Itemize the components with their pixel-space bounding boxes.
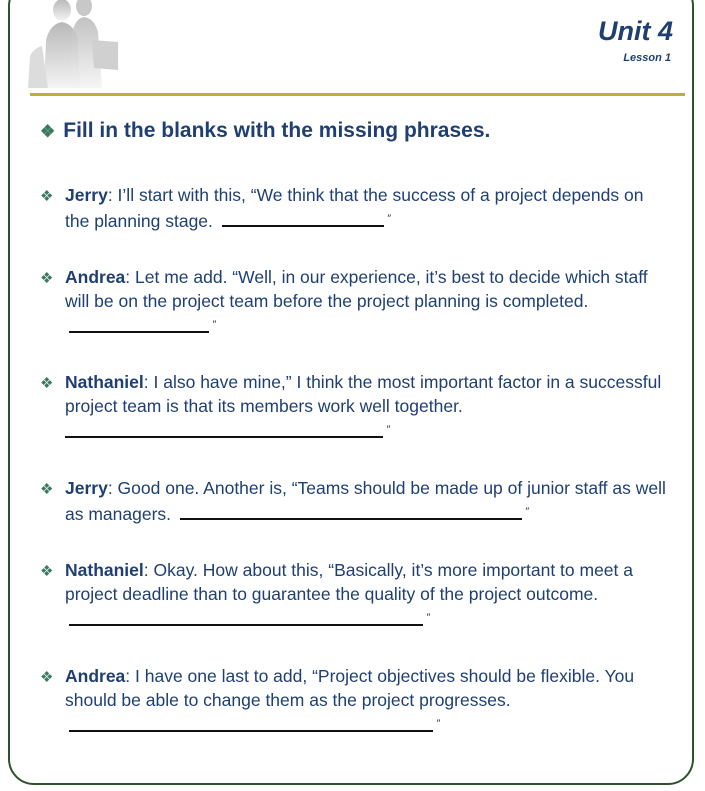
diamond-bullet-icon: ❖ xyxy=(40,375,54,392)
diamond-bullet-icon: ❖ xyxy=(40,563,54,580)
answer-blank[interactable] xyxy=(65,418,383,438)
diamond-bullet-icon: ❖ xyxy=(40,270,54,287)
closing-quote: ” xyxy=(386,424,390,436)
speaker-name: Andrea xyxy=(65,666,126,686)
dialogue-text: : Okay. How about this, “Basically, it’s more important to meet a project deadline than to guarantee the quality of the project outcome. xyxy=(65,560,633,604)
dialogue-item-jerry-1 xyxy=(40,183,670,233)
answer-blank[interactable] xyxy=(222,207,384,227)
dialogue-text: : I also have mine,” I think the most important factor in a successful project team is that its members work well together. xyxy=(65,372,662,416)
closing-quote: ” xyxy=(524,506,529,518)
speaker-name: Nathaniel xyxy=(65,560,144,580)
speaker-name: Jerry xyxy=(65,185,108,205)
speaker-name: Nathaniel xyxy=(65,372,144,392)
dialogue-item-andrea-2 xyxy=(40,664,670,738)
dialogue-item-nathaniel-2 xyxy=(40,558,670,632)
answer-blank[interactable] xyxy=(69,606,423,626)
answer-blank[interactable] xyxy=(180,500,522,520)
dialogue-text: : Let me add. “Well, in our experience, it’s best to decide which staff will be on the project team before the project planning is completed. xyxy=(65,267,648,311)
answer-blank[interactable] xyxy=(69,712,433,732)
closing-quote: ” xyxy=(386,213,391,225)
dialogue-text: : Good one. Another is, “Teams should be made up of junior staff as well as managers. xyxy=(65,478,666,524)
header-divider xyxy=(30,93,685,96)
dialogue-item-jerry-2 xyxy=(40,476,670,526)
business-people-figure xyxy=(22,0,122,88)
speaker-name: Jerry xyxy=(65,478,108,498)
unit-title: Unit 4 xyxy=(597,16,673,46)
dialogue-item-nathaniel-1 xyxy=(40,370,670,444)
dialogue-item-andrea-1 xyxy=(40,265,670,339)
diamond-bullet-icon: ❖ xyxy=(40,188,54,205)
speaker-name: Andrea xyxy=(65,267,126,287)
diamond-bullet-icon: ❖ xyxy=(40,121,56,141)
diamond-bullet-icon: ❖ xyxy=(40,481,54,498)
closing-quote: ” xyxy=(426,612,430,624)
closing-quote: ” xyxy=(212,319,216,331)
dialogue-text: : I’ll start with this, “We think that the success of a project depends on the planning stage. xyxy=(65,185,644,231)
dialogue-text: : I have one last to add, “Project objectives should be flexible. You should be able to change them as the project progresses. xyxy=(65,666,635,710)
diamond-bullet-icon: ❖ xyxy=(40,669,54,686)
closing-quote: ” xyxy=(436,718,440,730)
lesson-label: Lesson 1 xyxy=(623,52,671,64)
instruction-heading xyxy=(40,119,490,143)
answer-blank[interactable] xyxy=(69,313,209,333)
instruction-text: Fill in the blanks with the missing phrases. xyxy=(63,119,491,142)
